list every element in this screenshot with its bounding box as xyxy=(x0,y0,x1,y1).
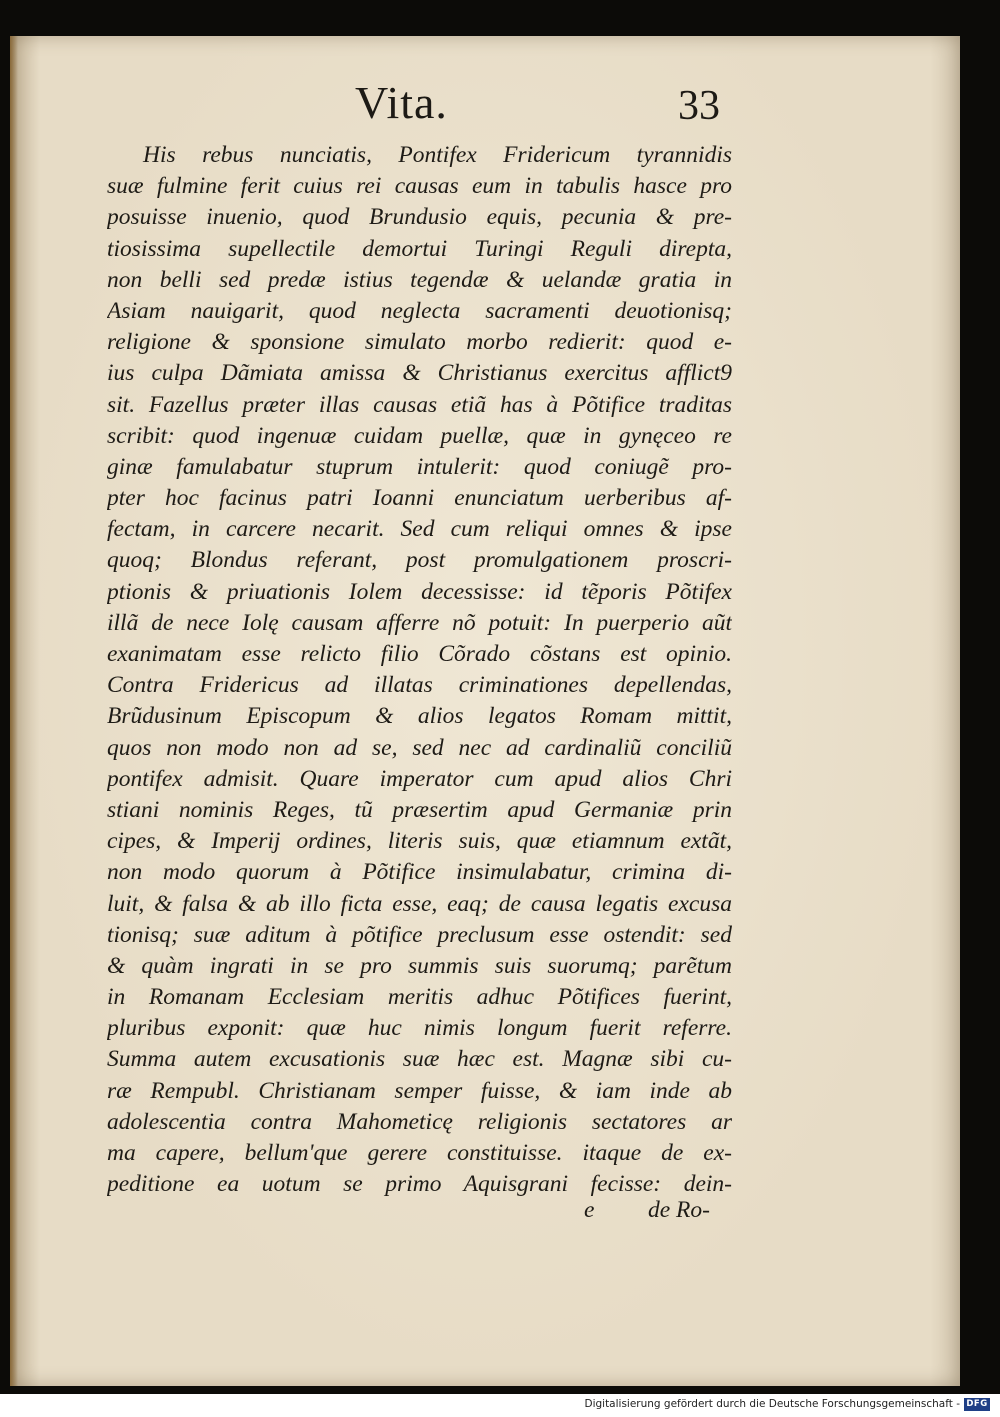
text-line: illã de nece Iolę causam afferre nõ potuit: In puerperio aũt xyxy=(107,609,732,636)
text-line: religione & sponsione simulato morbo redierit: quod e- xyxy=(107,329,732,356)
text-line: peditione ea uotum se primo Aquisgrani fecisse: dein- xyxy=(107,1171,732,1198)
text-line: in Romanam Ecclesiam meritis adhuc Põtifices fuerint, xyxy=(107,984,732,1011)
text-line: posuisse inuenio, quod Brundusio equis, pecunia & pre- xyxy=(107,204,732,231)
text-line: Asiam nauigarit, quod neglecta sacramenti deuotionisq; xyxy=(107,297,732,324)
text-line: tiosissima supellectile demortui Turingi Reguli direpta, xyxy=(107,235,732,262)
text-line: ginæ famulabatur stuprum intulerit: quod coniugẽ pro- xyxy=(107,453,732,480)
text-line: pontifex admisit. Quare imperator cum apud alios Chri xyxy=(107,765,732,792)
text-line: scribit: quod ingenuæ cuidam puellæ, quæ in gynęceo re xyxy=(107,422,732,449)
text-line: exanimatam esse relicto filio Cõrado cõstans est opinio. xyxy=(107,641,732,667)
text-line: ius culpa Dãmiata amissa & Christianus exercitus afflict9 xyxy=(107,360,732,387)
text-line: ma capere, bellum'que gerere constituisse. itaque de ex- xyxy=(107,1140,732,1166)
catchword: de Ro- xyxy=(648,1197,710,1223)
text-line: Brũdusinum Episcopum & alios legatos Romam mittit, xyxy=(107,703,732,730)
body-text xyxy=(107,140,732,1200)
text-line: quos non modo non ad se, sed nec ad cardinaliũ conciliũ xyxy=(107,734,732,761)
page-number: 33 xyxy=(678,83,720,129)
text-line: Contra Fridericus ad illatas criminationes depellendas, xyxy=(107,672,732,699)
text-line: pluribus exponit: quæ huc nimis longum fuerit referre. xyxy=(107,1015,732,1042)
running-title: Vita. xyxy=(355,77,448,128)
text-line: tionisq; suæ aditum à põtifice preclusum esse ostendit: sed xyxy=(107,921,732,948)
signature-mark: e xyxy=(584,1197,595,1223)
text-line: fectam, in carcere necarit. Sed cum reliqui omnes & ipse xyxy=(107,516,732,543)
text-line: suæ fulmine ferit cuius rei causas eum in tabulis hasce pro xyxy=(107,173,732,200)
text-line: cipes, & Imperij ordines, literis suis, quæ etiamnum extãt, xyxy=(107,828,732,855)
text-line: non belli sed predæ istius tegendæ & uelandæ gratia in xyxy=(107,266,732,293)
text-line: stiani nominis Reges, tũ præsertim apud Germaniæ prin xyxy=(107,796,732,823)
text-line: non modo quorum à Põtifice insimulabatur, crimina di- xyxy=(107,859,732,886)
text-line: adolescentia contra Mahometicę religionis sectatores ar xyxy=(107,1108,732,1135)
text-line: pter hoc facinus patri Ioanni enunciatum uerberibus af- xyxy=(107,485,732,512)
dfg-logo: DFG xyxy=(964,1398,990,1411)
text-line: sit. Fazellus præter illas causas etiã has à Põtifice traditas xyxy=(107,391,732,418)
text-line: ræ Rempubl. Christianam semper fuisse, & iam inde ab xyxy=(107,1077,732,1104)
text-line: & quàm ingrati in se pro summis suis suorumq; parẽtum xyxy=(107,952,732,979)
text-line: His rebus nunciatis, Pontifex Fridericum tyrannidis xyxy=(143,142,732,168)
text-line: ptionis & priuationis Iolem decessisse: id tẽporis Põtifex xyxy=(107,578,732,605)
text-line: Summa autem excusationis suæ hæc est. Magnæ sibi cu- xyxy=(107,1046,732,1073)
text-line: luit, & falsa & ab illo ficta esse, eaq; de causa legatis excusa xyxy=(107,890,732,917)
footer-credit: Digitalisierung gefördert durch die Deutsche Forschungsgemeinschaft - xyxy=(584,1398,960,1410)
page-gutter-shadow xyxy=(10,36,18,1386)
text-line: quoq; Blondus referant, post promulgationem proscri- xyxy=(107,547,732,574)
